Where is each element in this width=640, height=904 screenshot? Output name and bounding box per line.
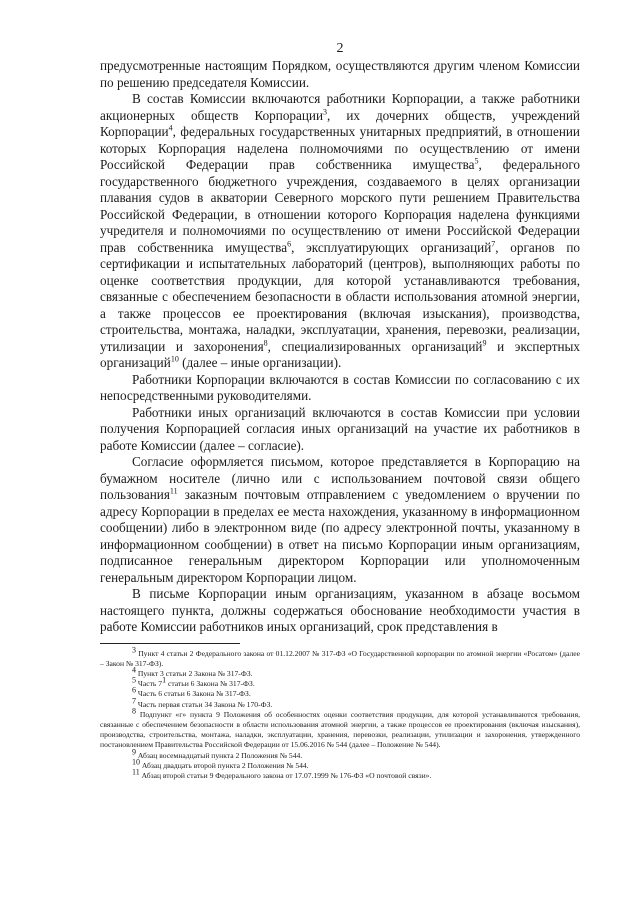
footnote-text: Пункт 3 статьи 2 Закона № 317-ФЗ. [137, 668, 253, 678]
footnote [100, 665, 580, 679]
text-fragment: и экспертных организаций [100, 338, 580, 370]
footnote-separator [100, 643, 240, 644]
footnote [100, 747, 580, 761]
body-text [100, 58, 580, 636]
paragraph-letter-contents: В письме Корпорации иным организациям, указанном в абзаце восьмом настоящего пункта, должны содержаться обоснование необходимости участия в работе Комиссии работников иных организаций, срок представления в [100, 586, 580, 634]
footnote-number: 11 [132, 767, 140, 777]
paragraph-consent-letter [100, 454, 580, 586]
footnote [100, 757, 580, 771]
footnote [100, 675, 580, 689]
footnote-text: Часть 6 статьи 6 Закона № 317-ФЗ. [137, 689, 251, 699]
text-fragment: , органов по сертификации и испытательных лабораторий (центров), выполняющих работы по оценке соответствия продукции, для которой устанавливаются требования, связанные с обеспечением безопасности в области использования атомной энергии, а также процессов ее проектирования (включая изыскания), производства, строительства, монтажа, наладки, эксплуатации, хранения, перевозки, реализации, утилизации и захоронения [100, 239, 580, 354]
footnote-text: Часть первая статьи 34 Закона № 170-ФЗ. [137, 699, 273, 709]
footnote [100, 706, 581, 751]
footnote-ref: 7 [491, 239, 496, 249]
footnote-ref: 3 [323, 107, 328, 117]
text-fragment: , их дочерних обществ, учреждений Корпорации [100, 107, 580, 139]
text-fragment: , федерального государственного бюджетного учреждения, создаваемого в целях организации плавания судов в акватории Северного морского пути решением Правительства Российской Федерации, в отношении которого Корпорация наделена функциями учредителя и полномочиями по осуществлению от имени Российской Федерации прав собственника имущества [100, 157, 580, 255]
footnote-number: 4 [132, 665, 136, 675]
paragraph-commission-composition [100, 91, 580, 372]
paragraph-continuation: предусмотренные настоящим Порядком, осуществляются другим членом Комиссии по решению председателя Комиссии. [100, 58, 580, 90]
footnote-text: Абзац двадцать второй пункта 2 Положения № 544. [141, 760, 309, 770]
text-fragment: заказным почтовым отправлением с уведомлением о вручении по адресу Корпорации в пределах ее места нахождения, указанному в информационном сообщении) либо в электронном виде (по адресу электронной почты, указанному в информационном сообщении) в ответ на письмо Корпорации иным организациям, подписанное генеральным директором Корпорации или уполномоченным генеральным директором Корпорации лицом. [100, 487, 580, 585]
footnote [100, 685, 580, 699]
footnote-number: 3 [132, 644, 136, 654]
footnote-text: статьи 6 Закона № 317-ФЗ. [166, 679, 255, 689]
text-fragment: , специализированных организаций [267, 338, 483, 354]
footnote [100, 767, 580, 781]
text-fragment: , эксплуатирующих организаций [291, 239, 492, 255]
footnote-text: Пункт 4 статьи 2 Федерального закона от 01.12.2007 № 317-ФЗ «О Государственной корпорации по атомной энергии «Росатом» (далее – Закон № 317-ФЗ). [100, 648, 580, 668]
text-fragment: , федеральных государственных унитарных предприятий, в отношении которых Корпорация наделена полномочиями по осуществлению от имени Российской Федерации прав собственника имущества [100, 124, 580, 172]
footnote-text: Часть 7 [137, 679, 163, 689]
text-fragment: (далее – иные организации). [178, 355, 342, 370]
footnote-number: 8 [132, 706, 136, 716]
footnote-superscript: 1 [162, 675, 167, 685]
footnote-ref: 8 [263, 338, 268, 348]
footnote-ref: 5 [474, 156, 479, 166]
footnote-text: Подпункт «г» пункта 9 Положения об особенностях оценки соответствия продукции, для которой устанавливаются требования, связанные с обеспечением безопасности в области использования атомной энергии, а также процессов ее проектирования (включая изыскания), производства, строительства, монтажа, наладки, эксплуатации, хранения, перевозки, реализации, утилизации и захоронения, утвержденного постановлением Правительства Российской Федерации от 15.06.2016 № 544 (далее – Положение № 544). [100, 709, 581, 750]
footnote-number: 7 [132, 695, 136, 705]
footnote [100, 644, 580, 669]
text-fragment: В состав Комиссии включаются работники Корпорации, а также работники акционерных обществ Корпорации [100, 91, 580, 123]
footnotes [100, 644, 581, 782]
footnote-text: Абзац восемнадцатый пункта 2 Положения № 544. [137, 750, 303, 760]
footnote-ref: 6 [287, 239, 292, 249]
footnote-text: Абзац второй статьи 9 Федерального закона от 17.07.1999 № 176-ФЗ «О почтовой связи». [141, 770, 432, 780]
footnote-ref: 10 [170, 354, 179, 364]
footnote-number: 9 [132, 747, 136, 756]
footnote-number: 10 [132, 757, 140, 767]
footnote-ref: 11 [169, 486, 178, 496]
footnote-ref: 9 [482, 338, 487, 348]
paragraph-other-org-workers: Работники иных организаций включаются в состав Комиссии при условии получения Корпорацией согласия иных организаций на участие их работников в работе Комиссии (далее – согласие). [100, 404, 580, 453]
page-number: 2 [336, 41, 344, 56]
footnote-number: 5 [132, 675, 136, 685]
footnote [100, 695, 580, 710]
footnote-number: 6 [132, 685, 136, 695]
paragraph-corporation-workers: Работники Корпорации включаются в состав Комиссии по согласованию с их непосредственными руководителями. [100, 371, 580, 403]
text-fragment: Согласие оформляется письмом, которое представляется в Корпорацию на бумажном носителе (лично или с использованием почтовой связи общего пользования [100, 454, 580, 502]
footnote-ref: 4 [168, 123, 173, 133]
